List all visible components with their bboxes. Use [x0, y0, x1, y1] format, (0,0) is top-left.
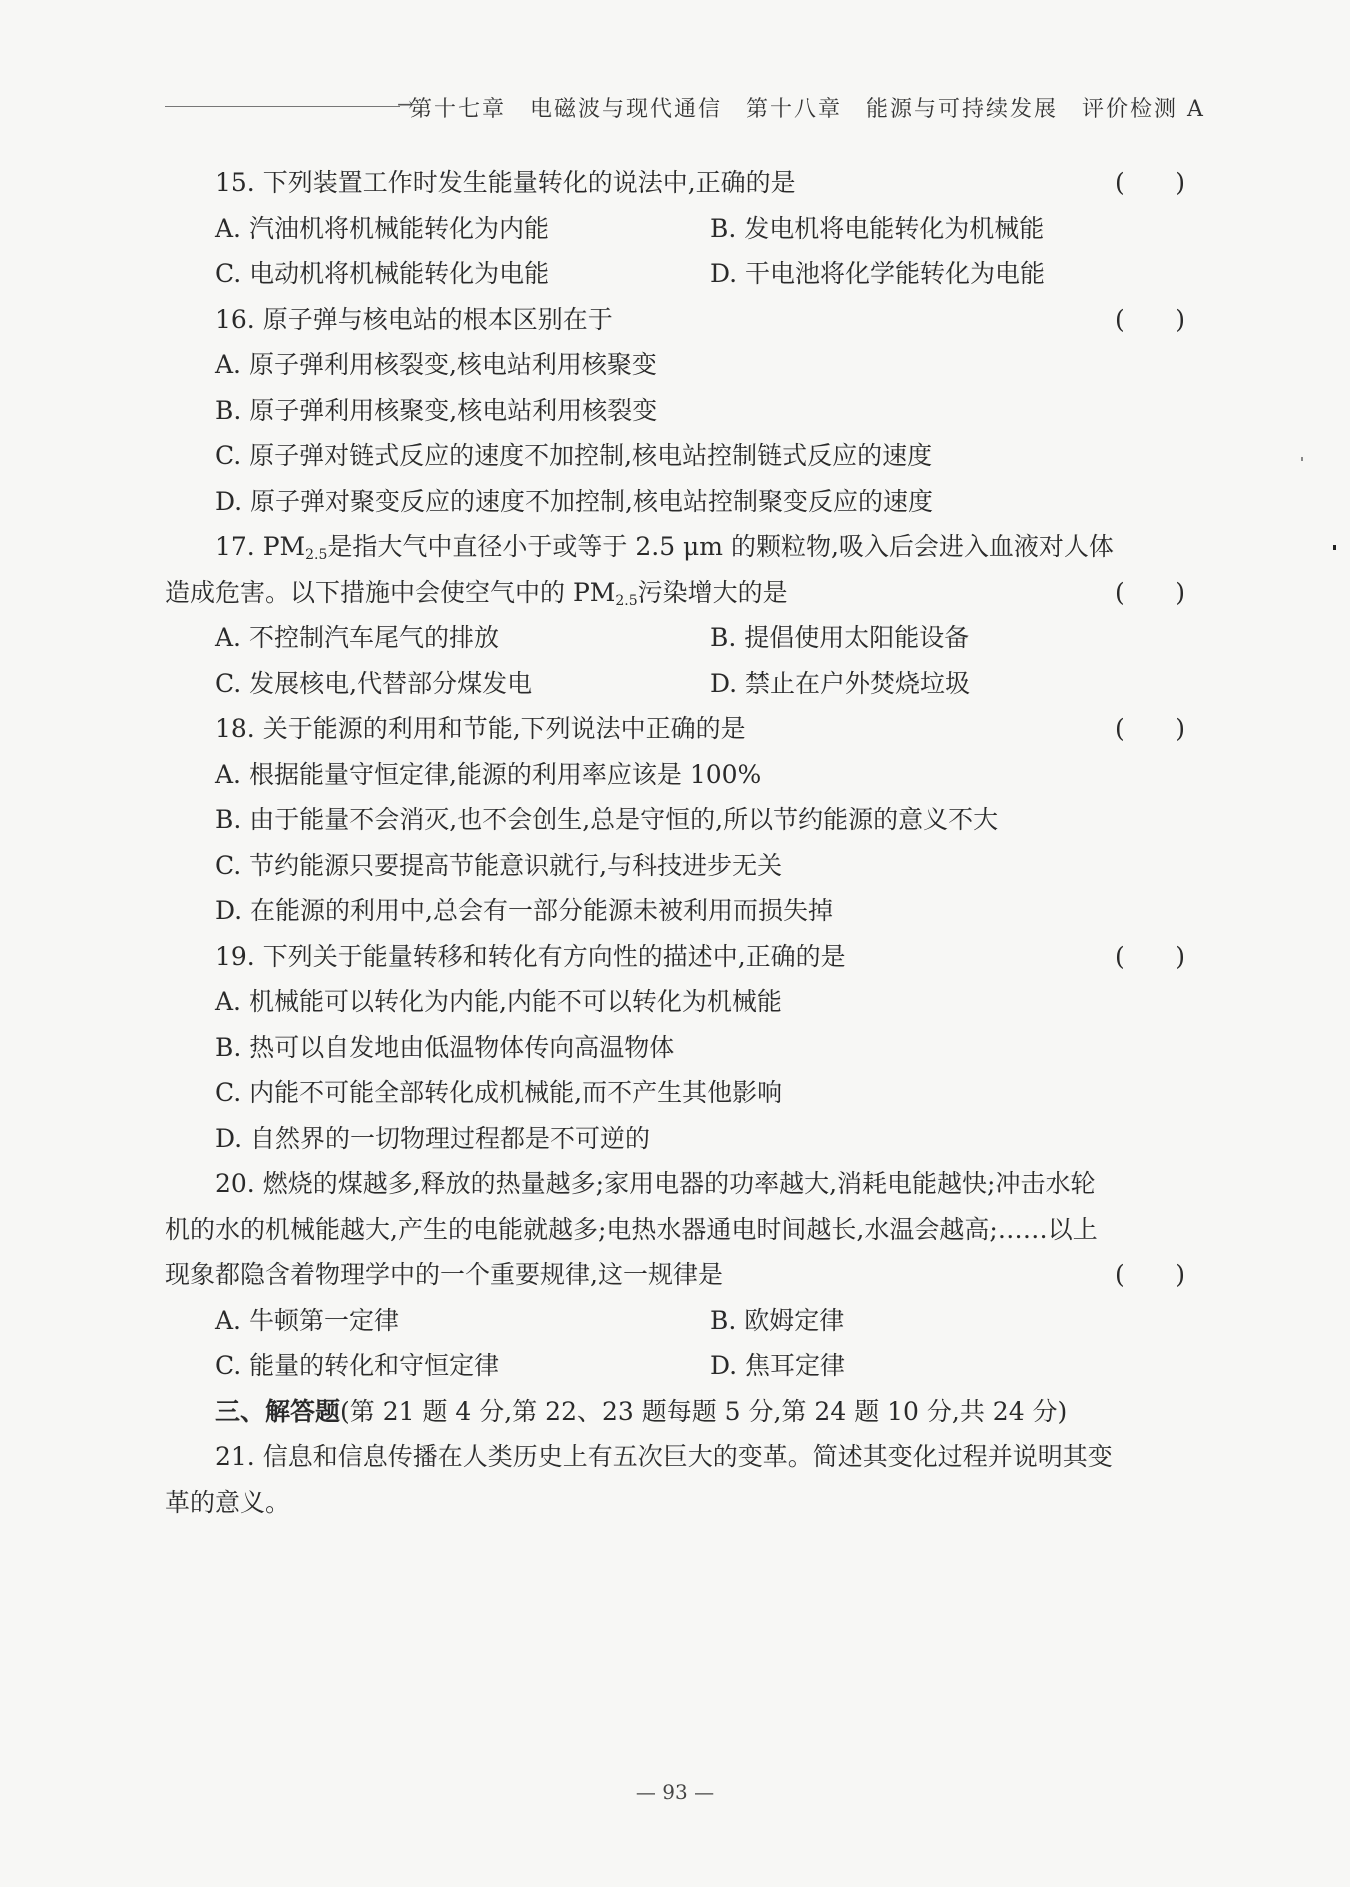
section-3-note: (第 21 题 4 分,第 22、23 题每题 5 分,第 24 题 10 分,共 24 分) [340, 1396, 1068, 1426]
answer-bracket: ( ) [1115, 714, 1185, 743]
option-d: D. 干电池将化学能转化为电能 [710, 259, 1046, 288]
question-16-stem: 16. 原子弹与核电站的根本区别在于 ( ) [165, 297, 1185, 343]
option-c: C. 原子弹对链式反应的速度不加控制,核电站控制链式反应的速度 [215, 441, 933, 470]
option-c: C. 电动机将机械能转化为电能 [215, 259, 550, 288]
option-b: B. 由于能量不会消灭,也不会创生,总是守恒的,所以节约能源的意义不大 [215, 805, 999, 834]
option-d: D. 禁止在户外焚烧垃圾 [710, 668, 971, 698]
question-15-stem: 15. 下列装置工作时发生能量转化的说法中,正确的是 ( ) [165, 160, 1185, 206]
option-b: B. 原子弹利用核聚变,核电站利用核裂变 [215, 395, 658, 425]
option-c: C. 发展核电,代替部分煤发电 [215, 668, 533, 698]
header-arrow: → [397, 92, 414, 116]
option-d: D. 原子弹对聚变反应的速度不加控制,核电站控制聚变反应的速度 [215, 486, 933, 516]
option-a: A. 根据能量守恒定律,能源的利用率应该是 100% [215, 759, 762, 789]
answer-bracket: ( ) [1115, 577, 1185, 607]
option-d: D. 自然界的一切物理过程都是不可逆的 [215, 1123, 651, 1153]
running-header [165, 90, 1205, 126]
question-17-options-ab [165, 615, 1185, 661]
section-3-title: 三、解答题 [215, 1396, 341, 1426]
option-b: B. 提倡使用太阳能设备 [710, 623, 970, 652]
question-21-stem-line2: 革的意义。 [165, 1487, 291, 1517]
question-21-stem-line1: 21. 信息和信息传播在人类历史上有五次巨大的变革。简述其变化过程并说明其变 [215, 1442, 1113, 1471]
answer-bracket: ( ) [1115, 941, 1185, 971]
option-a: A. 机械能可以转化为内能,内能不可以转化为机械能 [215, 987, 782, 1016]
question-15-options-ab [165, 206, 1185, 252]
question-17-options-cd [165, 661, 1185, 707]
option-d: D. 焦耳定律 [710, 1351, 846, 1380]
question-20-stem-line3: 现象都隐含着物理学中的一个重要规律,这一规律是 ( ) [165, 1252, 1185, 1298]
question-20-stem-line2: 机的水的机械能越大,产生的电能就越多;电热水器通电时间越长,水温会越高;……以上 [165, 1214, 1098, 1244]
question-20-options-cd [165, 1343, 1185, 1389]
page-number: — 93 — [635, 1780, 715, 1804]
option-b: B. 欧姆定律 [710, 1305, 845, 1335]
option-a: A. 原子弹利用核裂变,核电站利用核聚变 [215, 350, 657, 379]
question-content [165, 160, 1185, 1525]
option-c: C. 节约能源只要提高节能意识就行,与科技进步无关 [215, 850, 783, 880]
question-19-stem: 19. 下列关于能量转移和转化有方向性的描述中,正确的是 ( ) [165, 934, 1185, 980]
option-c: C. 内能不可能全部转化成机械能,而不产生其他影响 [215, 1078, 783, 1107]
option-a: A. 牛顿第一定律 [215, 1305, 399, 1335]
scan-speck [1333, 545, 1336, 550]
question-18-stem: 18. 关于能源的利用和节能,下列说法中正确的是 ( ) [165, 706, 1185, 752]
header-rule [165, 106, 400, 107]
option-a: A. 汽油机将机械能转化为内能 [215, 213, 549, 243]
scan-speck [1301, 457, 1303, 461]
header-title: 第十七章 电磁波与现代通信 第十八章 能源与可持续发展 评价检测 A [410, 97, 1205, 122]
answer-bracket: ( ) [1115, 168, 1185, 197]
question-17-stem-line1: 17. $PM_{2.5}$是指大气中直径小于或等于 2.5 μm 的颗粒物,吸入后会进入血液对人体 [215, 532, 1114, 563]
section-3-heading [165, 1389, 1185, 1435]
option-a: A. 不控制汽车尾气的排放 [215, 623, 499, 652]
question-15-options-cd [165, 251, 1185, 297]
question-20-options-ab [165, 1298, 1185, 1344]
question-20-stem-line1: 20. 燃烧的煤越多,释放的热量越多;家用电器的功率越大,消耗电能越快;冲击水轮 [215, 1169, 1096, 1198]
option-d: D. 在能源的利用中,总会有一部分能源未被利用而损失掉 [215, 896, 833, 925]
answer-bracket: ( ) [1115, 1260, 1185, 1289]
answer-bracket: ( ) [1115, 304, 1185, 334]
option-b: B. 发电机将电能转化为机械能 [710, 213, 1045, 243]
option-c: C. 能量的转化和守恒定律 [215, 1351, 500, 1380]
question-17-stem-line2: 造成危害。以下措施中会使空气中的 $PM_{2.5}$污染增大的是 ( ) [165, 570, 1185, 616]
option-b: B. 热可以自发地由低温物体传向高温物体 [215, 1032, 675, 1062]
